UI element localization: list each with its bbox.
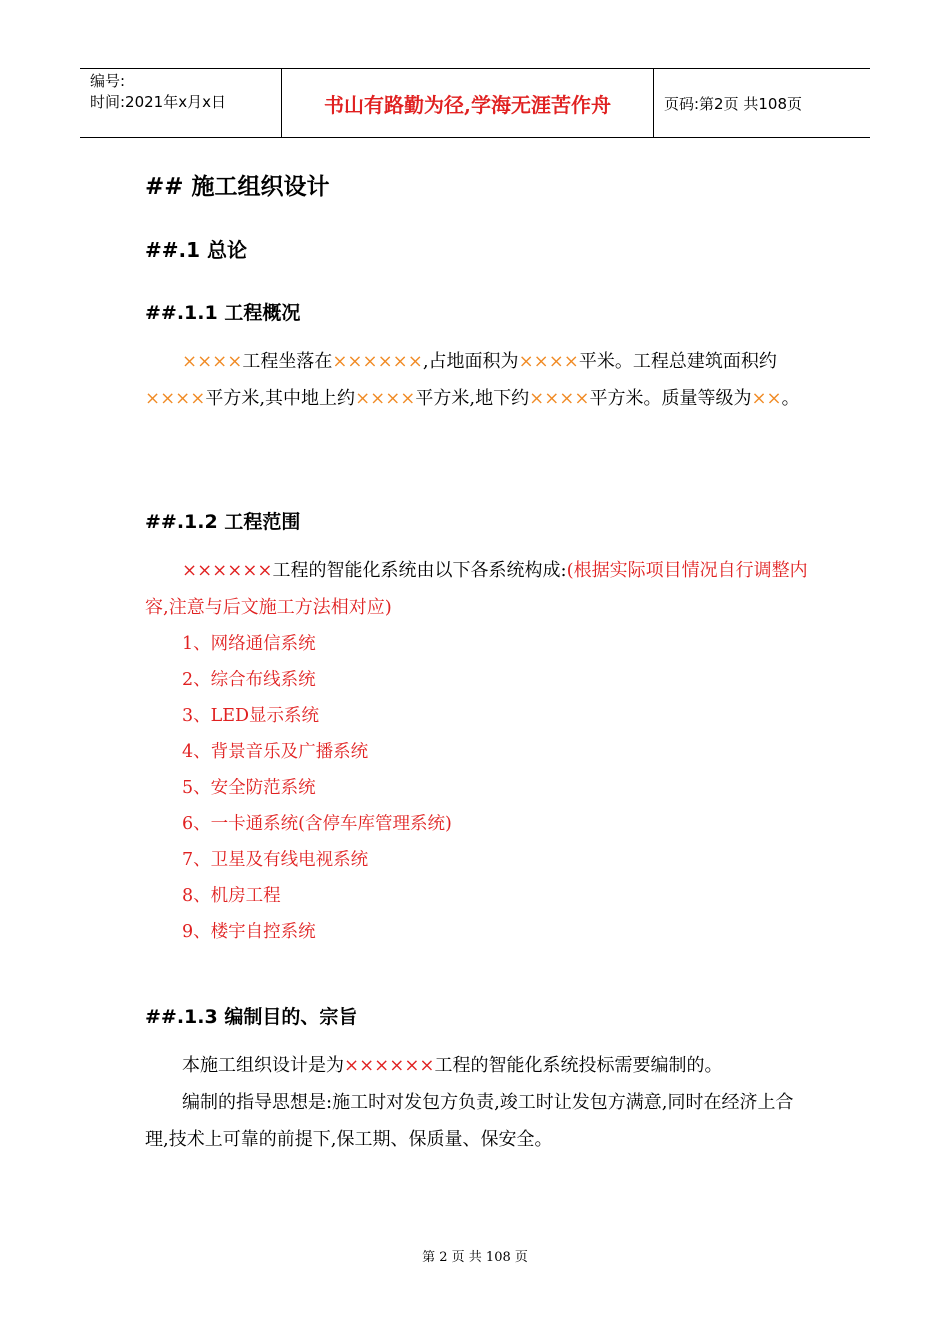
section-heading-1-1-3: ##.1.3 编制目的、宗旨 <box>145 1006 358 1028</box>
list-item: 2、综合布线系统 <box>182 670 316 690</box>
header-page-info: 页码:第2页 共108页 <box>664 94 802 113</box>
run: ×××× <box>182 351 243 372</box>
header-motto: 书山有路勤为径,学海无涯苦作舟 <box>282 69 654 137</box>
list-item: 1、网络通信系统 <box>182 634 316 654</box>
run: ×××× <box>355 388 416 409</box>
run: 工程的智能化系统投标需要编制的。 <box>434 1055 723 1076</box>
run: 工程坐落在 <box>242 351 333 372</box>
run: 平方米,其中地上约 <box>205 388 356 409</box>
run: ,占地面积为 <box>422 351 519 372</box>
run: ×××× <box>529 388 590 409</box>
overview-paragraph <box>145 343 810 417</box>
section-heading-1-1-1: ##.1.1 工程概况 <box>145 302 301 324</box>
guideline-paragraph: 编制的指导思想是:施工时对发包方负责,竣工时让发包方满意,同时在经济上合理,技术上可靠的前提下,保工期、保质量、保安全。 <box>145 1092 794 1150</box>
run: 工程的智能化系统由以下各系统构成: <box>272 560 567 581</box>
document-time-label: 时间:2021年x月x日 <box>90 93 226 111</box>
list-item: 8、机房工程 <box>182 886 281 906</box>
list-item: 9、楼宇自控系统 <box>182 922 316 942</box>
list-item: 3、LED显示系统 <box>182 706 320 726</box>
system-list <box>182 626 452 950</box>
run: 平米。工程总建筑面积约 <box>578 351 777 372</box>
header-meta <box>80 69 282 137</box>
section-heading-1: ## 施工组织设计 <box>145 174 330 200</box>
section-heading-1-1-2: ##.1.2 工程范围 <box>145 511 301 533</box>
run: 本施工组织设计是为 <box>182 1055 344 1076</box>
list-item: 4、背景音乐及广播系统 <box>182 742 369 762</box>
run: 。 <box>781 388 800 409</box>
run: ×××××× <box>182 560 273 581</box>
section-heading-1-1: ##.1 总论 <box>145 238 247 262</box>
list-item: 7、卫星及有线电视系统 <box>182 850 369 870</box>
run: 平方米,地下约 <box>415 388 530 409</box>
run: ×××××× <box>332 351 423 372</box>
purpose-paragraph <box>145 1047 810 1084</box>
run: ×××× <box>145 388 206 409</box>
run: ×××× <box>518 351 579 372</box>
document-number-label: 编号: <box>90 72 126 90</box>
run: ×× <box>751 388 782 409</box>
list-item: 6、一卡通系统(含停车库管理系统) <box>182 814 452 834</box>
page-footer: 第 2 页 共 108 页 <box>422 1250 528 1265</box>
run: (根据实际项目情况自行调整内容,注意与后文施工方法相对应) <box>145 560 808 618</box>
scope-paragraph <box>145 552 810 626</box>
run: ×××××× <box>344 1055 435 1076</box>
page-header <box>80 68 870 138</box>
list-item: 5、安全防范系统 <box>182 778 316 798</box>
run: 平方米。质量等级为 <box>589 388 752 409</box>
